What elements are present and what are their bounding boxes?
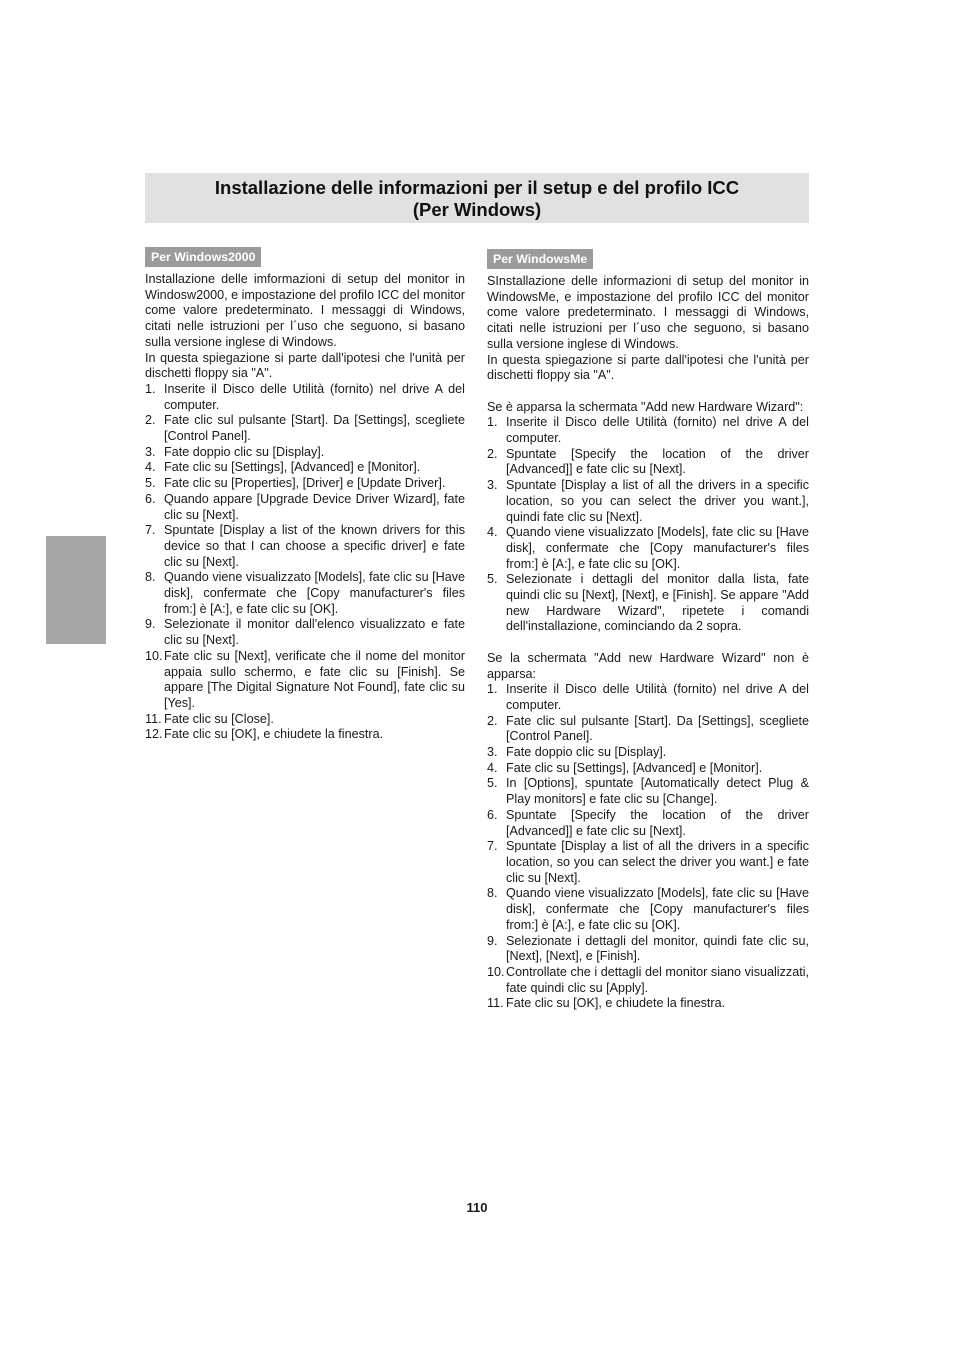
case1-intro: Se è apparsa la schermata "Add new Hardware Wizard": [487,399,804,414]
step-text: In [Options], spuntate [Automatically detect Plug & Play monitors] e fate clic su [Change]. [506,776,809,807]
list-item [487,965,809,996]
section-side-tab [46,536,106,644]
section-badge-windowsme: Per WindowsMe [487,249,593,269]
list-item [487,478,809,525]
list-item [145,476,465,492]
list-item [487,776,809,807]
list-item [487,808,809,839]
step-number: 4. [487,760,498,775]
step-number: 1. [487,682,498,697]
step-number: 5. [487,776,498,791]
step-number: 6. [487,807,498,822]
case2-intro: Se la schermata "Add new Hardware Wizard" non è apparsa: [487,650,809,681]
list-item [487,934,809,965]
step-text: Fate clic su [OK], e chiudete la finestra. [164,727,384,742]
case1-steps-list [487,415,809,635]
step-number: 9. [145,617,156,632]
step-text: Inserite il Disco delle Utilità (fornito) nel drive A del computer. [164,381,465,412]
step-text: Spuntate [Specify the location of the driver [Advanced]] e fate clic su [Next]. [506,807,809,838]
case2-steps-list [487,682,809,1012]
intro-paragraph: Installazione delle imformazioni di setup del monitor in Windosw2000, e impostazione del profilo ICC del monitor come valore predeterminato. I messaggi di Windows, citati nelle istruzioni per l´uso che seguono, si basano sulla versione inglese di Windows. [145,272,465,349]
floppy-note: In questa spiegazione si parte dall'ipotesi che l'unità per dischetti floppy sia "A". [145,350,465,381]
list-item [487,714,809,745]
step-number: 4. [487,525,498,540]
step-number: 3. [487,478,498,493]
list-item [145,617,465,648]
step-text: Spuntate [Display a list of all the drivers in a specific location, so you can select the driver you want.], quindi fate clic su [Next]. [506,478,809,524]
step-number: 2. [487,713,498,728]
page-number: 110 [466,1200,488,1215]
list-item [145,523,465,570]
step-text: Spuntate [Display a list of the known drivers for this device so that I can choose a specific driver] e fate clic su [Next]. [164,523,465,569]
step-number: 5. [487,572,498,587]
list-item [487,996,809,1012]
list-item [145,413,465,444]
left-column [145,247,465,743]
step-text: Fate clic su [Next], verificate che il nome del monitor appaia sullo schermo, e fate clic su [Finish]. Se appare [The Digital Signature Not Found], fate clic su [Yes]. [164,648,465,710]
intro-paragraph: SInstallazione delle informazioni di setup del monitor in WindowsMe, e impostazione del profilo ICC del monitor come valore predeterminato. I messaggi di Windows, citati nelle istruzioni per l´uso che seguono, si basano sulla versione inglese di Windows. [487,274,809,351]
step-text: Fate clic su [Close]. [164,711,274,726]
step-number: 11. [487,996,504,1011]
step-number: 8. [145,570,156,585]
step-text: Selezionate il monitor dall'elenco visualizzato e fate clic su [Next]. [164,617,465,648]
section-badge-windows2000: Per Windows2000 [145,247,261,267]
list-item [145,727,465,743]
title-line-1: Installazione delle informazioni per il setup e del profilo ICC [214,177,740,198]
list-item [487,415,809,446]
step-text: Inserite il Disco delle Utilità (fornito) nel drive A del computer. [506,415,809,446]
step-text: Fate clic su [Settings], [Advanced] e [Monitor]. [164,460,421,475]
list-item [145,445,465,461]
list-item [487,525,809,572]
step-text: Quando viene visualizzato [Models], fate clic su [Have disk], confermate che [Copy manufacturer's files from:] è [A:], e fate clic su [OK]. [506,886,809,932]
step-text: Quando appare [Upgrade Device Driver Wizard], fate clic su [Next]. [164,491,465,522]
step-text: Fate clic su [OK], e chiudete la finestra. [506,996,726,1011]
list-item [145,649,465,712]
step-text: Inserite il Disco delle Utilità (fornito) nel drive A del computer. [506,682,809,712]
step-text: Fate clic sul pulsante [Start]. Da [Settings], scegliete [Control Panel]. [506,713,809,744]
floppy-note: In questa spiegazione si parte dall'ipotesi che l'unità per dischetti floppy sia "A". [487,352,809,383]
step-number: 1. [145,381,156,396]
step-number: 9. [487,933,498,948]
step-number: 2. [487,446,498,461]
list-item [487,839,809,886]
step-text: Fate doppio clic su [Display]. [164,444,325,459]
step-text: Selezionate i dettagli del monitor dalla lista, fate quindi clic su [Next], [Next], e [Finish]. Se appare "Add new Hardware Wizard", ripetete i comandi dell'installazione, cominciando da 2 sopra. [506,572,809,634]
step-number: 8. [487,886,498,901]
list-item [145,492,465,523]
step-text: Quando viene visualizzato [Models], fate clic su [Have disk], confermate che [Copy manufacturer's files from:] è [A:], e fate clic su [OK]. [506,525,809,571]
list-item [145,460,465,476]
step-number: 10. [145,648,163,663]
title-line-2: (Per Windows) [412,199,542,220]
step-number: 1. [487,415,498,430]
steps-list [145,382,465,743]
right-column [487,249,809,1012]
list-item [487,745,809,761]
step-number: 10. [487,964,505,979]
step-text: Fate clic su [Settings], [Advanced] e [Monitor]. [506,760,763,775]
list-item [487,886,809,933]
list-item [145,570,465,617]
step-number: 5. [145,476,156,491]
step-number: 2. [145,413,156,428]
step-text: Selezionate i dettagli del monitor, quindi fate clic su, [Next], [Next], e [Finish]. [506,933,809,964]
step-text: Spuntate [Specify the location of the driver [Advanced]] e fate clic su [Next]. [506,446,809,477]
step-number: 6. [145,491,156,506]
step-number: 7. [145,523,156,538]
step-text: Quando viene visualizzato [Models], fate clic su [Have disk], confermate che [Copy manufacturer's files from:] è [A:], e fate clic su [OK]. [164,570,466,616]
step-text: Fate doppio clic su [Display]. [506,745,667,760]
list-item [487,447,809,478]
step-number: 12. [145,727,163,742]
list-item [487,682,809,713]
list-item [145,712,465,728]
list-item [487,761,809,777]
step-text: Fate clic sul pulsante [Start]. Da [Settings], scegliete [Control Panel]. [164,413,465,444]
step-text: Spuntate [Display a list of all the drivers in a specific location, so you can select the driver you want.] e fate clic su [Next]. [506,839,809,885]
step-text: Controllate che i dettagli del monitor siano visualizzati, fate quindi clic su [Apply]. [506,964,809,995]
list-item [487,572,809,635]
list-item [145,382,465,413]
page-title [145,173,809,223]
step-number: 7. [487,839,498,854]
step-number: 4. [145,460,156,475]
step-text: Fate clic su [Properties], [Driver] e [Update Driver]. [164,476,446,491]
step-number: 11. [145,711,162,726]
step-number: 3. [145,444,156,459]
step-number: 3. [487,745,498,760]
